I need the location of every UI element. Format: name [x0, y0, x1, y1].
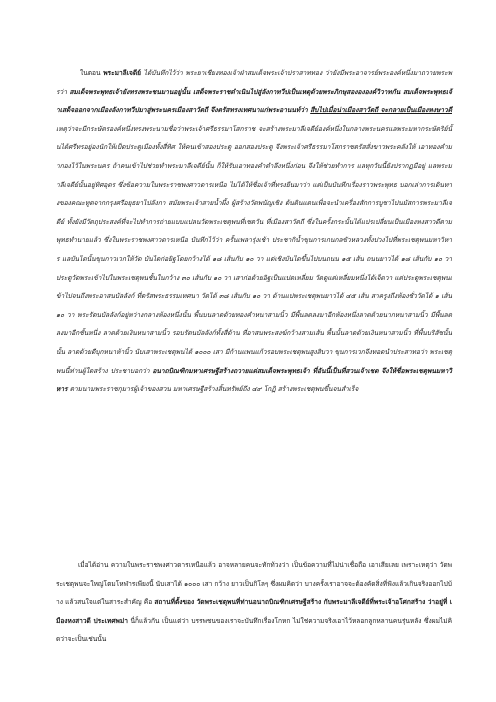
paragraph-1 — [56, 64, 452, 399]
text-run: อนาถบิณฑิกมหาเศรษฐีสร้างถวายแด่สมเด็จพระพุทธเจ้า ที่อันนี้เป็นที่สวนเจ้าเชต จึงให้ชื่อพระเชตุพนมหาวิหาร — [56, 366, 453, 394]
text-run: พระมาลีเจดีย์ — [103, 69, 141, 77]
text-run: ได้บันทึกไว้ว่า พระยาเชียงทองเจ้าฝ่าสมเด็จพระเจ้าปราสาททอง ว่ายังมีพระอาจารย์พระองค์หนึ่งมาถวายพระพรว่า — [56, 69, 452, 96]
text-run: สถานที่ตั้งของ วัดพระเชตุพนที่ท่านอนาถบิณฑิกเศรษฐีสร้าง กับพระมาลีเจดีย์ที่พระเจ้าอโศกสร้าง ว่าอยู่ที่ เมืองหงสาวดี ประเทศพม่า — [56, 598, 452, 625]
text-run: ในตอน — [80, 69, 104, 77]
text-run: เหตุว่าจะมีกระษัตรองค์หนึ่งทรงพระนามชื่อว่าพระเจ้าศรีธรรมาโสกราช จะสร้างพระมาลีเจดีย์องค์หนึ่งในกลางพระนครแลพระมหากระษัตริย์นั้นได้ศรีทรอยู่องนักให้เป็ดประตูเมืองทั้งสี่ทิศ ให้คนเข้าสองประตู ออกสองประตู จึงพระเจ้าศรีธรรมาโสกราชตรัสสั่งขาวพระคลังให้ เอาทองคำมากองไว้ในพระนคร ถ้าคนเข้าไปช่วยทำพระมาลีเจดีย์นั้น ก็ให้รับเอาทองคำตำลึงหนึ่งก่อน จึงให้ช่วยทำการ แลทุกวันนี้ยังปรากฏมีอยู่ แลพระมาลีเจดีย์นั้นอยู่ทิศอุดร ซึ่งข้อความในพระราชพงศาวดารเหนือ ไม่ได้ให้ชื่อเจ้าที่ทรงยืนมาว่า แต่เป็นบันทึกเรื่องราวพระพุทธ บอกเล่าการเดินทางของคณะทูตจากกรุงศรีอยุธยาไปลังกา สมัยพระเจ้าสายน้ำผึ้ง ผู้สร้างวัดพนัญเชิง ต้นดินแดนเพื่อจะนำเครื่องสักการบูชาไปนมัสการพระมาลีเจดีย์ ทั้งยังมีวัตถุประสงค์ที่จะไปทำการถ่ายแบบแปลนวัดพระเชตุพนที่เชตวัน ที่เมืองสาวัตถี ซึ่งในครั้งกระนั้นได้แปรเปลี่ยนเป็นเมืองหงสาวดีตามพุทธทำนายแล้ว ซึ่งในพระราชพงศาวดารเหนือ บันทึกไว้ว่า — [56, 124, 452, 245]
paragraph-2 — [56, 556, 452, 649]
text-run: ตามนามพระราชกุมารผู้เจ้าของสวน มหาเศรษฐีสร้างสิ้นทรัพย์ถึง ๔๙ โกฏิ สร้างพระเชตุพนขึ้นจนสำเร็จ — [67, 385, 359, 394]
text-run: สมเด็จพระพุทธเจ้ายังทรงพระชนมานอยู่นั้น เสด็จพระราชดำเนินไปสู่ลังกาทวีปเป็นเหตุด้วยพระภิกษุสองององค์วิวาทกัน สมเด็จพระพุทธเจ้าเสด็จออกจากเมืองลังกาทวีปมาสู่พระนครเมืองสาวัตถี จึงตรัสทรงเทศนาแก่พระอานนท์ว่า — [56, 87, 453, 115]
text-run: ครั้นเพลารุ่งเช้า ประชากิน้ำขุนการเกนกลขัวหลวงทั้งปวงไปที่พระเชตุพนมหาวิหาร แลบันไดนั้นขุนกาวเวกให้วัด บันไดก่อยิฐโดยกว้างได้ ๑๘ เส้นกับ ๑๐ วา แต่เชิงบันไดขึ้นไปบนถนน ๑๕ เส้น ถนนยาวได้ ๑๘ เส้นกับ ๑๐ วา ประตูวัดพระเข้าไปในพระเชตุพนชั้นในกว้าง ๓๐ เส้นกับ ๑๐ วา เสาก่อด้วยอิฐเป็นแปดเหลี่ยม วัดดูแต่เหลี่ยมหนึ่งได้เจ็ดวา แต่ประตูพระเชตุพนเข้าไปจนถึงพระอาสนบัลลังก์ ที่ตรัสพระธรรมเทศนา วัดได้ ๓๘ เส้นกับ ๑๐ วา ด้านแปพระเชตุพนยาวได้ ๔๕ เส้น สาครูงถึงห้องชั่ววัดได้ ๑ เส้น ๑๐ วา พระรัตนบัลลังก์อยู่หว่างกลางห้องหนึ่งนั้น พื้นบนลาดด้วยทองคำหนาสามนิ้ว มีพื้นลดลงมาอีกห้องหนึ่งลาดด้วยนากหนาสามนิ้ว มีพื้นลดลงมาอีกชั้นหนึ่ง ลาดด้วยเงินหนาสามนิ้ว รอบรัตนบัลลังก์ทั้งสี่ด้าน ที่อาสนพระสงฆ์กว้างสามเส้น พื้นนั้นลาดด้วยเงินหนาสามนิ้ว ที่พื้นบริสัชนั้นนั้น ลาดด้วยดีบุกหนาห้านิ้ว นับเสาพระเชตุพนได้ ๑๐๐๐ เสา มีก้านแพนแก้วรอบพระเชตุพนสูงสิบวา ขุนการเวกจึงทอดนำประสาทอว่า พระเชตุพนนี้ท่านผู้ใดสร้าง ประชาบอกว่า — [56, 236, 452, 375]
text-run: เมื่อได้อ่าน ความในพระราชพงศาวดารเหนือแล้ว อาจหลายคนจะทักท้วงว่า เป็นข้อความที่ไม่น่าเชื่อถือ เอาเสียเลย เพราะเหตุว่า วัดพระเชตุพนจะใหญ่โตมโหฬารเพียงนี้ นับเสาได้ ๑๐๐๐ เสา กว้าง ยาวเป็นกิโลๆ ซึ่งผมคิดว่า บางครั้งเราอาจจะต้องคัดสิ่งที่ฟังแล้วเกินจริงออกไปบ้าง แล้วสนใจแต่ในสาระสำคัญ คือ — [56, 561, 452, 607]
text-run: นี่ก็แล้วกัน เป็นแต่ว่า บรรพชนของเราจะบันทึกเรื่องโกหก ไม่ใช่ความจริงเอาไว้หลอกลูกหลานคนรุ่นหลัง ซึ่งผมไม่คิดว่าจะเป็นเช่นนั้น — [56, 616, 452, 644]
text-run: สืบไปเมื่อน่าเมืองสาวัตถี จะกลายเป็นเมืองหงษาวดี — [310, 106, 452, 115]
